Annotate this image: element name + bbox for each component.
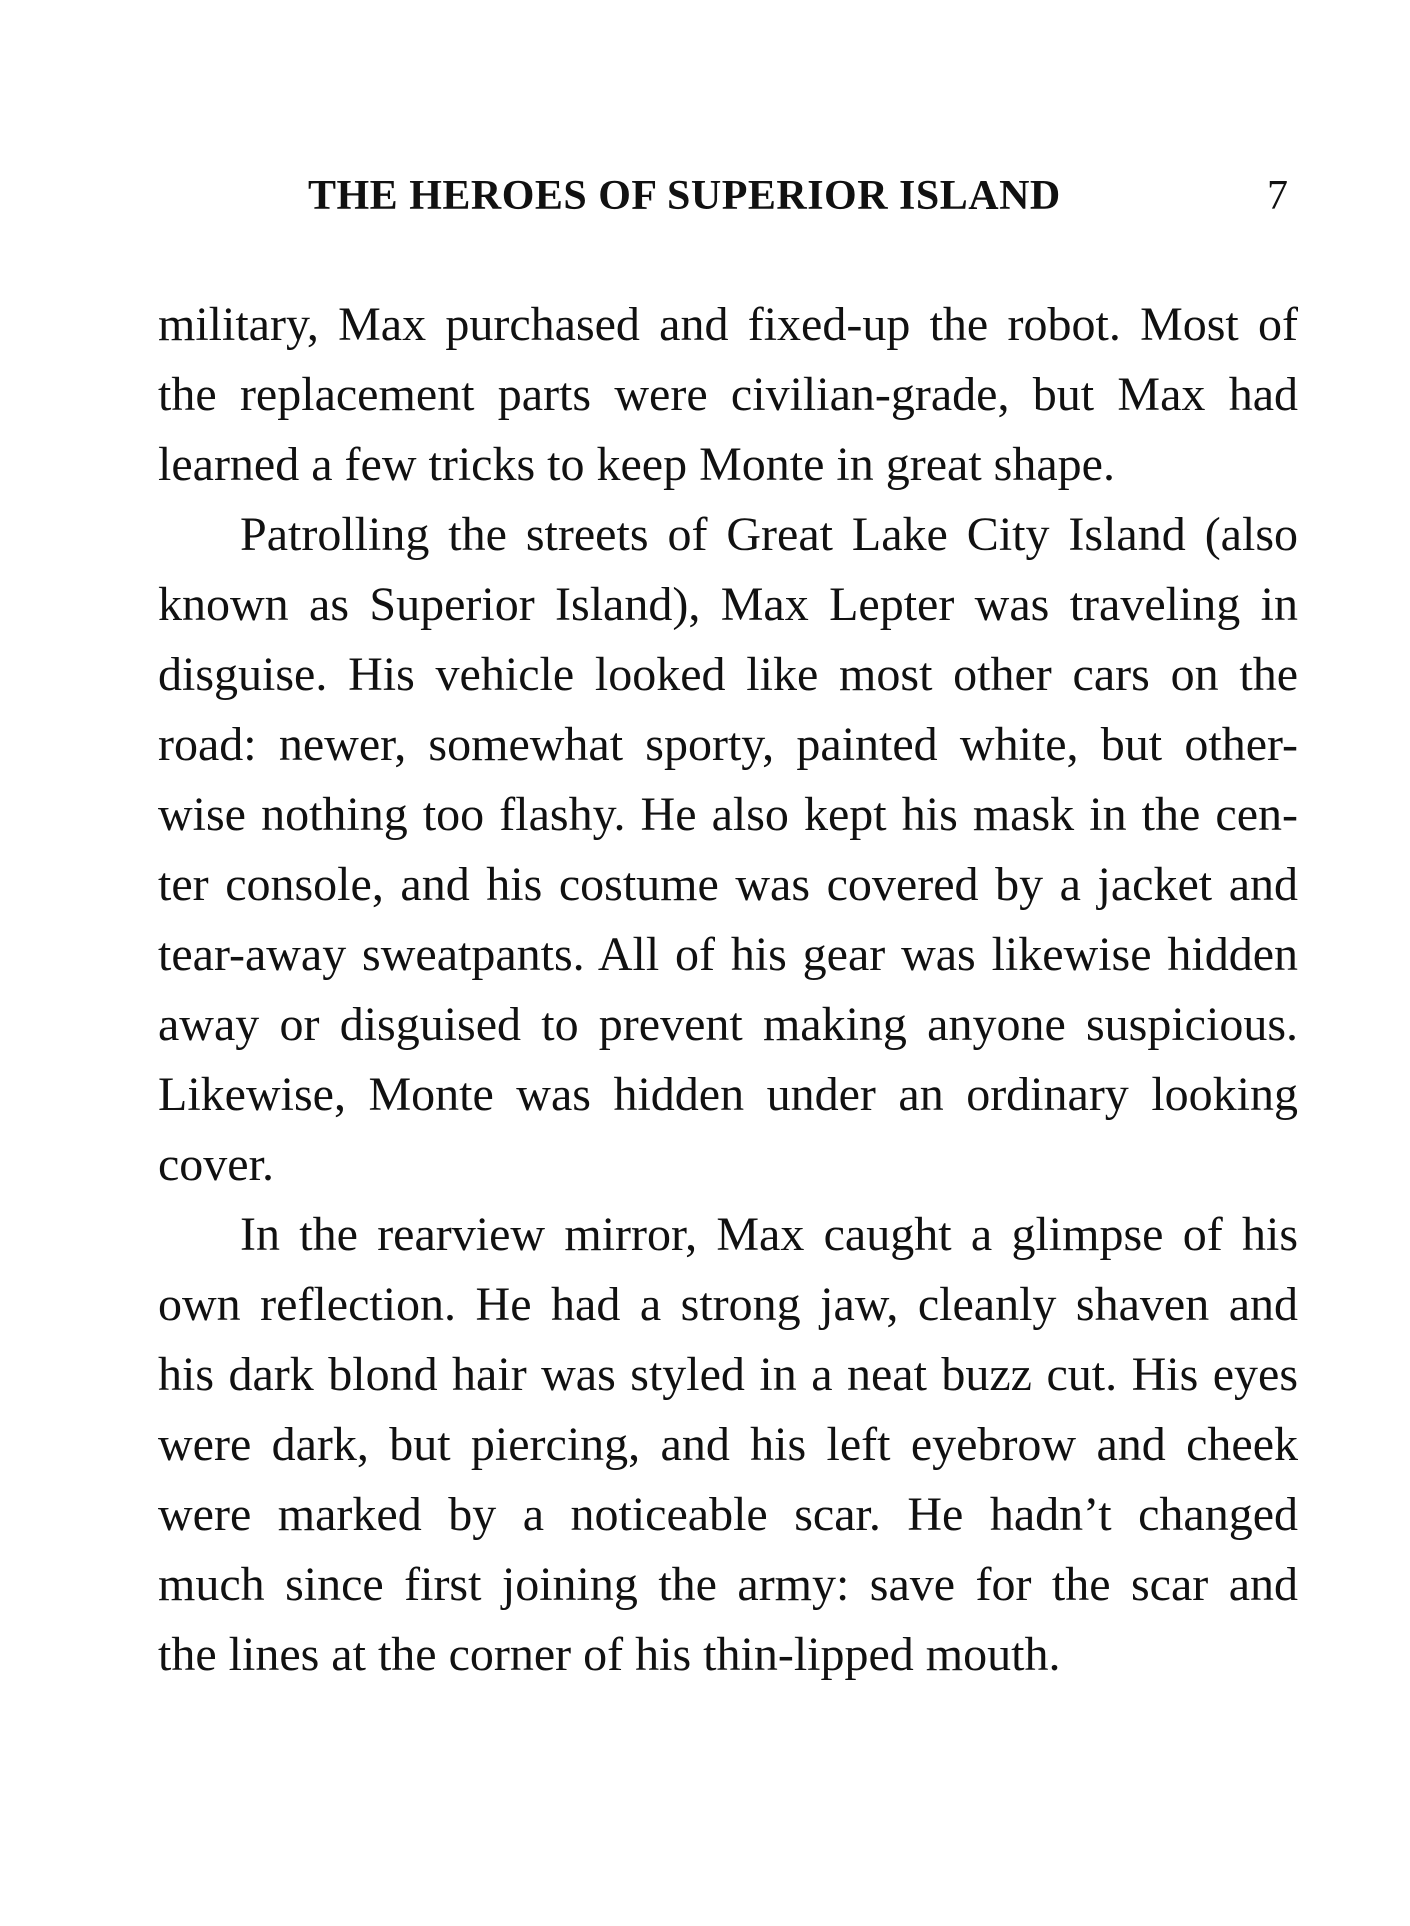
page-number: 7 bbox=[1267, 173, 1288, 219]
text-line: disguise. His vehicle looked like most other cars on the bbox=[158, 648, 1298, 701]
text-line: Patrolling the streets of Great Lake City Island (also bbox=[240, 508, 1298, 561]
text-line: cover. bbox=[158, 1138, 274, 1191]
text-line: tear-away sweatpants. All of his gear was likewise hidden bbox=[158, 928, 1298, 981]
text-line: were marked by a noticeable scar. He hadn’t changed bbox=[158, 1488, 1298, 1541]
paragraph bbox=[158, 1200, 1298, 1690]
text-line: away or disguised to prevent making anyone suspicious. bbox=[158, 998, 1298, 1051]
text-line: the replacement parts were civilian-grade, but Max had bbox=[158, 368, 1298, 421]
paragraph bbox=[158, 500, 1298, 1200]
text-line: ter console, and his costume was covered by a jacket and bbox=[158, 858, 1298, 911]
paragraph bbox=[158, 290, 1298, 500]
text-line: own reflection. He had a strong jaw, cleanly shaven and bbox=[158, 1278, 1298, 1331]
running-title: THE HEROES OF SUPERIOR ISLAND bbox=[308, 173, 1061, 219]
text-line: road: newer, somewhat sporty, painted white, but other- bbox=[158, 718, 1298, 771]
text-line: wise nothing too flashy. He also kept his mask in the cen- bbox=[158, 788, 1298, 841]
text-line: Likewise, Monte was hidden under an ordinary looking bbox=[158, 1068, 1298, 1121]
text-line: much since first joining the army: save for the scar and bbox=[158, 1558, 1298, 1611]
text-line: the lines at the corner of his thin-lipped mouth. bbox=[158, 1628, 1061, 1681]
running-head bbox=[308, 172, 1288, 232]
body-text bbox=[158, 290, 1298, 1690]
text-line: were dark, but piercing, and his left eyebrow and cheek bbox=[158, 1418, 1298, 1471]
text-line: military, Max purchased and fixed-up the robot. Most of bbox=[158, 298, 1298, 351]
text-line: his dark blond hair was styled in a neat buzz cut. His eyes bbox=[158, 1348, 1298, 1401]
text-line: learned a few tricks to keep Monte in great shape. bbox=[158, 438, 1115, 491]
text-line: In the rearview mirror, Max caught a glimpse of his bbox=[240, 1208, 1298, 1261]
text-line: known as Superior Island), Max Lepter was traveling in bbox=[158, 578, 1298, 631]
